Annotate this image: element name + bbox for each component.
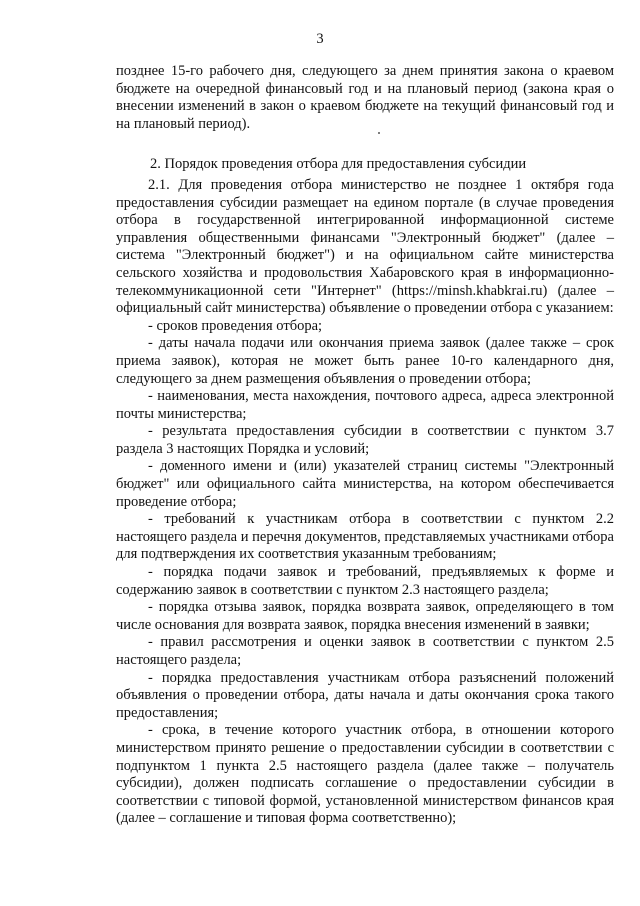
- intro-paragraph: позднее 15-го рабочего дня, следующего за днем принятия закона о краевом бюджете на очередной финансовый год и на плановый период (закона края о внесении изменений в закон о краевом бюджете на текущий финансовый год и на плановый период).: [116, 63, 614, 132]
- requirements-list: [116, 318, 614, 828]
- list-item: - результата предоставления субсидии в соответствии с пунктом 3.7 раздела 3 настоящих Порядка и условий;: [116, 423, 614, 457]
- list-item: - сроков проведения отбора;: [148, 317, 323, 334]
- list-item: - правил рассмотрения и оценки заявок в соответствии с пунктом 2.5 настоящего раздела;: [116, 634, 614, 668]
- list-item: - требований к участникам отбора в соответствии с пунктом 2.2 настоящего раздела и перечня документов, представляемых участниками отбора для подтверждения их соответствия указанным требованиям;: [116, 511, 614, 563]
- list-item: - даты начала подачи или окончания приема заявок (далее также – срок приема заявок), которая не может быть ранее 10-го календарного дня, следующего за днем размещения объявления о проведении отбора;: [116, 335, 614, 387]
- document-body: [116, 63, 614, 828]
- page-number: 3: [316, 31, 324, 47]
- list-item: - порядка отзыва заявок, порядка возврата заявок, определяющего в том числе основания для возврата заявок, порядка внесения изменений в заявки;: [116, 599, 614, 633]
- list-item: - наименования, места нахождения, почтового адреса, адреса электронной почты министерства;: [116, 388, 614, 422]
- section-heading: 2. Порядок проведения отбора для предоставления субсидии: [150, 156, 527, 173]
- list-item: - срока, в течение которого участник отбора, в отношении которого министерством принято решение о предоставлении субсидии в соответствии с подпунктом 1 пункта 2.5 настоящего раздела (далее также – получатель субсидии), должен подписать соглашение о предоставлении субсидии в соответствии с типовой формой, установленной министерством финансов края (далее – соглашение и типовая форма соответственно);: [116, 722, 614, 827]
- section-paragraph: 2.1. Для проведения отбора министерство не позднее 1 октября года предоставления субсидии размещает на едином портале (в случае проведения отбора в государственной интегрированной информационной системе управления общественными финансами "Электронный бюджет" (далее – система "Электронный бюджет") и на официальном сайте министерства сельского хозяйства и продовольствия Хабаровского края в информационно-телекоммуникационной сети "Интернет" (https://minsh.khabkrai.ru) (далее – официальный сайт министерства) объявление о проведении отбора с указанием:: [116, 176, 614, 317]
- list-item: - доменного имени и (или) указателей страниц системы "Электронный бюджет" или официального сайта министерства, на котором обеспечивается проведение отбора;: [116, 458, 614, 510]
- list-item: - порядка подачи заявок и требований, предъявляемых к форме и содержанию заявок в соответствии с пунктом 2.3 настоящего раздела;: [116, 564, 614, 598]
- list-item: - порядка предоставления участникам отбора разъяснений положений объявления о проведении отбора, даты начала и даты окончания срока такого предоставления;: [116, 669, 614, 721]
